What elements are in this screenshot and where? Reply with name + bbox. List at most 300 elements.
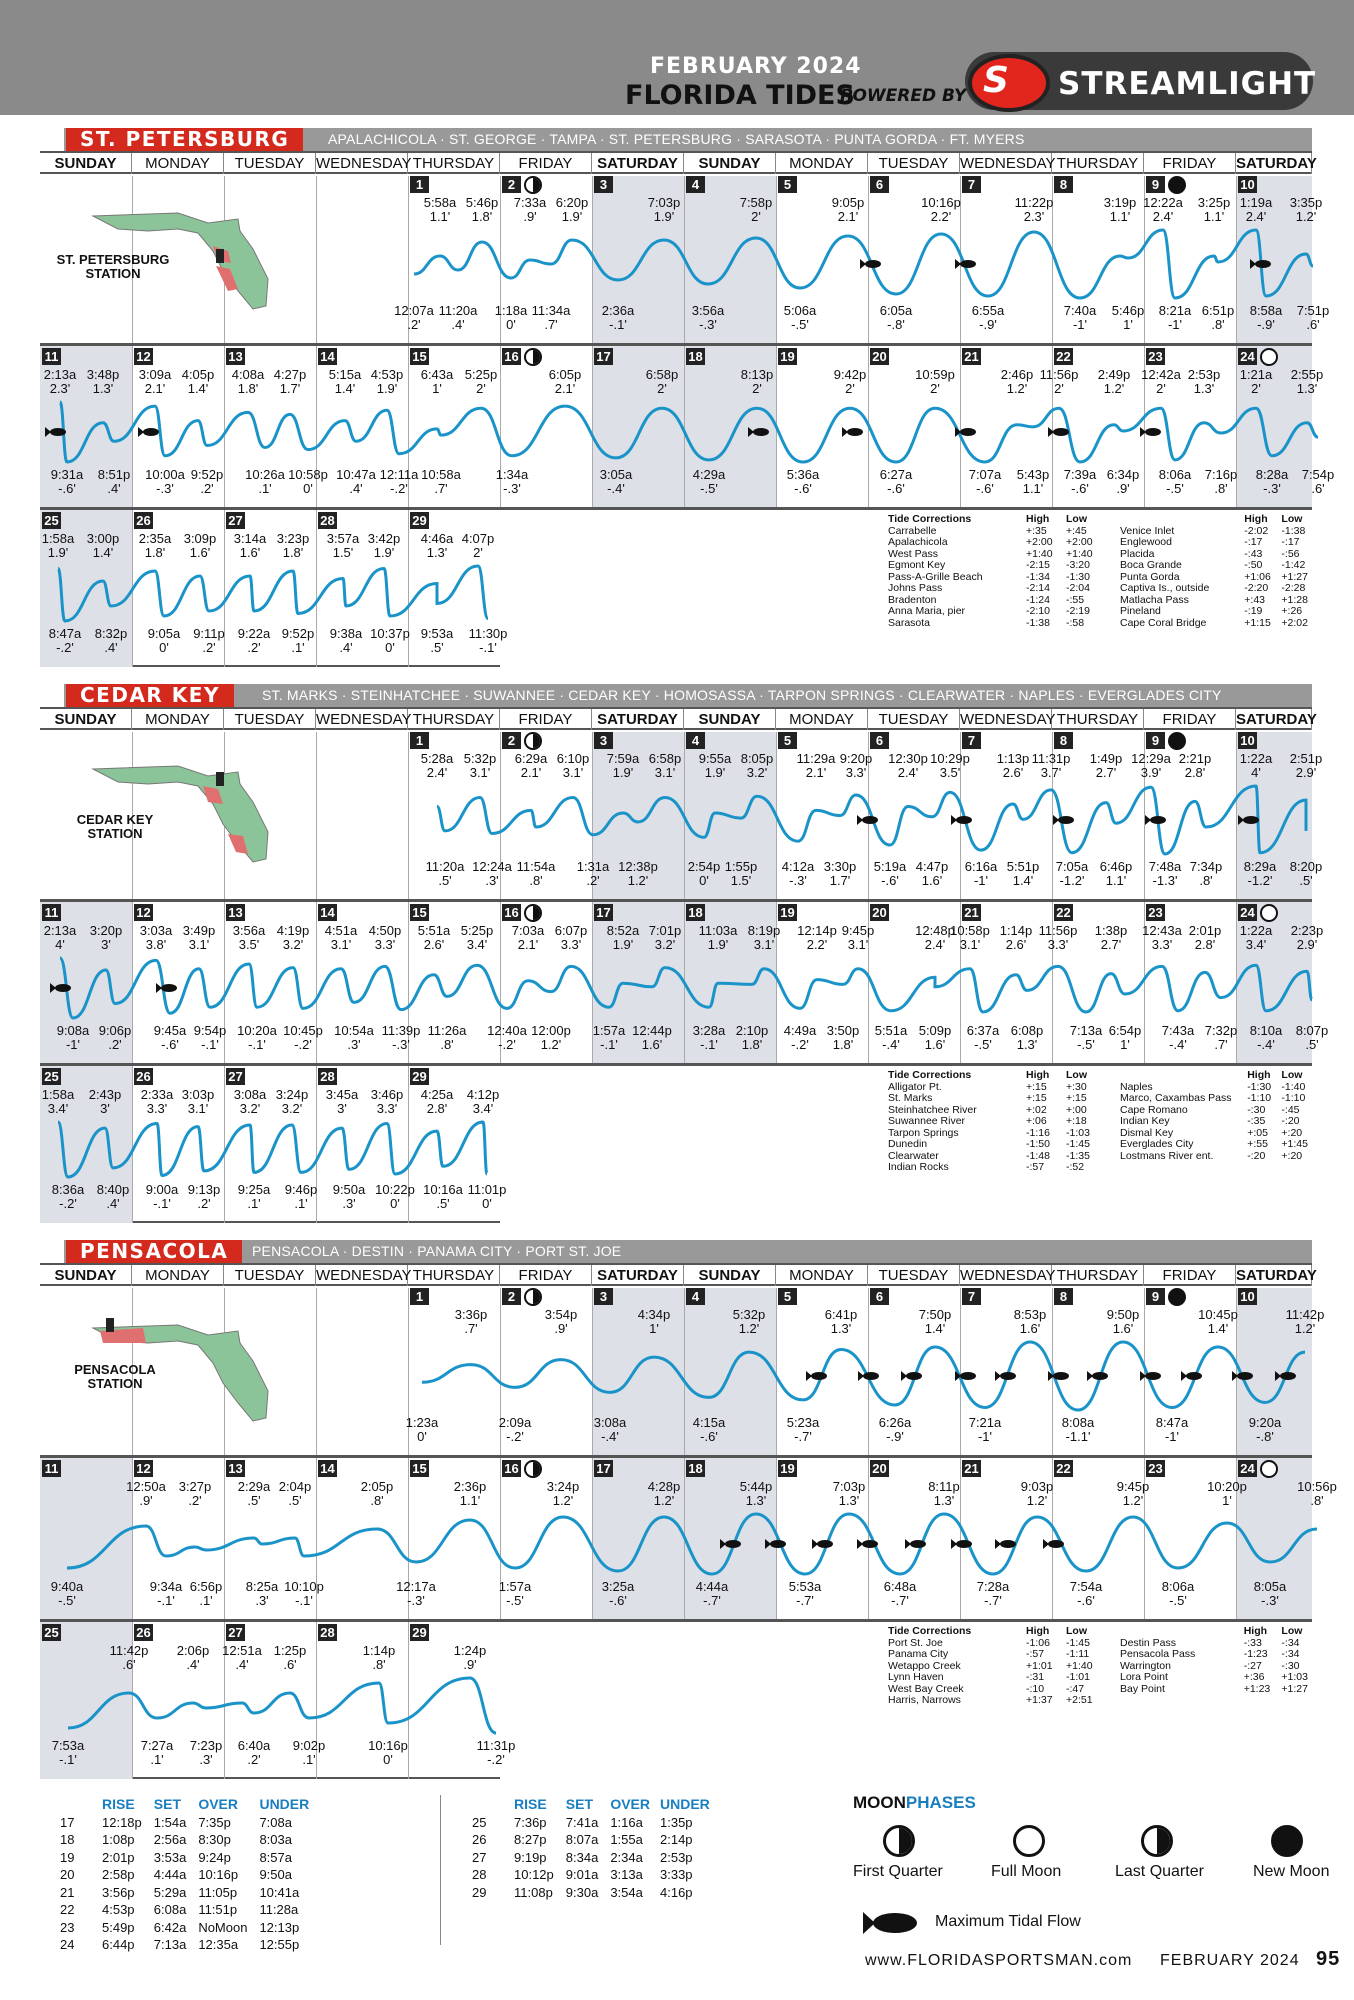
footer-month: FEBRUARY 2024 [1160,1952,1300,1969]
place-name: Placida [1120,547,1155,560]
low-offset: +2:51 [1066,1694,1093,1706]
correction-row [888,1695,1097,1707]
low-offset: +1:28 [1281,593,1308,606]
day-number: 28 [318,1068,337,1085]
moonset: 9:01a [565,1867,599,1882]
day-number: 12 [134,904,153,921]
high-tide: 1:19a 2.4' [1239,195,1273,224]
moon-under: 2:14p [660,1832,693,1847]
fish-icon [995,1371,1016,1381]
low-tide: 10:10p -.1' [284,1579,324,1608]
low-tide: 7:28a -.7' [976,1579,1010,1608]
high-offset: -:43 [1244,547,1263,560]
section-name: PENSACOLA [66,1240,242,1263]
low-tide: 7:13a -.5' [1069,1023,1103,1052]
high-tide: 1:58a 1.9' [41,531,75,560]
low-tide: 3:28a -.1' [692,1023,726,1052]
high-tide: 4:50p 3.3' [368,923,402,952]
tide-calendar-grid [40,707,1329,1223]
high-tide: 1:22a 4' [1239,751,1273,780]
place-name: Warrington [1120,1659,1171,1672]
day: 18 [60,1832,75,1847]
day-number: 7 [962,1288,981,1305]
fish-icon [748,427,769,437]
low-tide: 11:20a .4' [438,303,478,332]
high-tide: 2:13a 2.3' [43,367,77,396]
moon-under: 4:16p [660,1884,693,1900]
place-name: Cape Coral Bridge [1120,616,1207,629]
day-number: 5 [778,732,797,749]
place-name: Captiva Is., outside [1120,582,1210,594]
high-tide: 1:49p 2.7' [1089,751,1123,780]
day: 21 [60,1884,75,1900]
day-header: WEDNESDAY [316,1267,412,1284]
high-offset: +1:06 [1244,570,1271,583]
day-header: SUNDAY [684,1265,776,1286]
section-locations: PENSACOLA · DESTIN · PANAMA CITY · PORT ST. JOE [252,1243,622,1259]
moon-under: 1:35p [660,1814,693,1830]
high-tide: 2:46p 1.2' [1000,367,1034,396]
high-header: High [1026,1625,1050,1637]
tide-corrections-left [888,1626,1097,1707]
low-tide: 7:16p .8' [1204,467,1238,496]
low-tide: 7:54p .6' [1301,467,1335,496]
high-tide: 12:51a .4' [222,1643,262,1672]
low-tide: 11:39p -.3' [381,1023,421,1052]
correction-row [1120,1093,1312,1105]
low-tide: 1:57a -.1' [592,1023,626,1052]
high-tide: 1:21a 2' [1239,367,1273,396]
low-tide: 7:05a -1.2' [1055,859,1089,888]
full-moon-icon [1013,1825,1045,1857]
high-tide: 2:04p .5' [278,1479,312,1508]
fish-icon [1275,1371,1296,1381]
sun-moon-row [472,1815,718,1831]
high-tide: 4:27p 1.7' [273,367,307,396]
last-quarter-icon [1141,1825,1173,1857]
low-tide: 12:38p 1.2' [618,859,658,888]
low-tide: 8:21a -1' [1158,303,1192,332]
high-tide: 6:58p 3.1' [648,751,682,780]
high-offset: -1:23 [1243,1648,1268,1660]
correction-row [1120,1684,1312,1696]
high-tide: 12:48p 2.4' [915,923,955,952]
sun-moon-row [60,1885,317,1901]
high-tide: 3:14a 1.6' [233,531,267,560]
place-name: Boca Grande [1120,559,1182,571]
moonrise: 9:19p [514,1849,547,1865]
low-header: Low [1066,513,1087,525]
high-offset: +1:01 [1026,1659,1053,1672]
low-tide: 10:00a -.3' [145,467,185,496]
day-number: 12 [134,348,153,365]
high-tide: 8:05p 3.2' [740,751,774,780]
low-offset: +:26 [1281,605,1303,617]
moonrise: 10:12p [514,1867,554,1882]
brand-logo-letter: S [983,60,1009,101]
day-number: 7 [962,176,981,193]
high-tide: 2:49p 1.2' [1097,367,1131,396]
high-tide: 3:49p 3.1' [182,923,216,952]
fish-icon [901,1371,922,1381]
high-header: High [1247,1069,1271,1081]
low-offset: -:17 [1281,536,1300,548]
correction-row [1120,606,1312,618]
high-tide: 12:22a 2.4' [1143,195,1183,224]
low-tide: 4:15a -.6' [692,1415,726,1444]
high-tide: 3:09p 1.6' [183,531,217,560]
high-tide: 1:24p .9' [453,1643,487,1672]
correction-row [888,606,1097,618]
low-tide: 6:48a -.7' [883,1579,917,1608]
day-header: SUNDAY [40,153,132,174]
place-name: Indian Rocks [888,1161,949,1173]
day-number: 26 [134,512,153,529]
high-tide: 10:45p 1.4' [1198,1307,1238,1336]
corrections-title [1120,1626,1244,1638]
place-name: Suwannee River [888,1115,966,1127]
low-tide: 8:08a -1.1' [1061,1415,1095,1444]
low-tide: 7:53a -.1' [51,1738,85,1767]
corrections-table [888,1070,1094,1174]
high-offset: -2:10 [1026,605,1050,617]
low-tide: 10:37p 0' [370,626,410,655]
low-tide: 9:46p .1' [284,1182,318,1211]
low-tide: 2:36a -.1' [601,303,635,332]
low-tide: 5:19a -.6' [873,859,907,888]
day-number: 11 [42,348,61,365]
low-tide: 9:50a .3' [332,1182,366,1211]
tide-curve [58,1122,487,1177]
corrections-title: Tide Corrections [888,1069,972,1081]
high-offset: -:31 [1026,1671,1045,1683]
day-of-week-row [40,1265,1317,1286]
divider [440,1795,441,1945]
moonset: 3:53a [153,1849,187,1865]
day-header: WEDNESDAY [960,155,1056,172]
day-number: 22 [1054,1460,1073,1477]
day-number: 27 [226,1624,245,1641]
high-tide: 6:07p 3.3' [554,923,588,952]
sun-moon-header: SET [565,1796,593,1812]
high-tide: 3:35p 1.2' [1289,195,1323,224]
low-tide: 12:40a -.2' [487,1023,527,1052]
low-offset: -1:03 [1066,1126,1090,1139]
low-offset: -:34 [1281,1636,1300,1649]
moon-over: 10:16p [198,1867,239,1882]
place-name: Anna Maria, pier [888,605,966,617]
powered-by: POWERED BY [840,86,967,106]
tide-calendar-grid [40,1263,1337,1779]
low-tide: 6:51p .8' [1201,303,1235,332]
place-name: Dunedin [888,1138,928,1150]
high-header: High [1243,1625,1268,1637]
header-title: FLORIDA TIDES [625,80,855,111]
place-name: Venice Inlet [1120,524,1175,537]
low-tide: 9:38a .4' [329,626,363,655]
day-header: TUESDAY [868,709,960,730]
high-offset: -1:34 [1026,570,1050,583]
high-tide: 8:13p 2' [740,367,774,396]
day-number: 13 [226,1460,245,1477]
day-number: 28 [318,512,337,529]
low-tide: 5:51a -.4' [874,1023,908,1052]
high-tide: 3:42p 1.9' [367,531,401,560]
corrections-title [1120,514,1244,526]
low-tide: 9:25a .1' [237,1182,271,1211]
low-tide: 8:40p .4' [96,1182,130,1211]
correction-row [888,1116,1094,1128]
sun-moon-row [472,1850,718,1866]
tide-corrections-left [888,514,1097,629]
low-tide: 9:13p .2' [187,1182,221,1211]
low-offset: +:45 [1066,524,1087,537]
high-tide: 2:55p 1.3' [1290,367,1324,396]
place-name: Pensacola Pass [1120,1648,1196,1660]
high-offset: -1:24 [1026,593,1050,606]
low-tide: 3:25a -.6' [601,1579,635,1608]
high-tide: 3:20p 3' [89,923,123,952]
day-header: WEDNESDAY [316,711,412,728]
low-tide: 8:20p .5' [1289,859,1323,888]
moon-under: 3:33p [660,1867,693,1882]
day-number: 3 [594,732,613,749]
place-name: Englewood [1120,536,1172,548]
day-header: FRIDAY [500,709,592,730]
low-offset: -1:40 [1281,1080,1306,1093]
corrections-table [1120,514,1312,629]
footer-url[interactable]: www.FLORIDASPORTSMAN.com [865,1952,1133,1969]
day-number: 15 [410,348,429,365]
high-offset: -:30 [1247,1103,1266,1116]
place-name: Destin Pass [1120,1636,1177,1649]
day-number: 20 [870,1460,889,1477]
high-header: High [1026,513,1050,525]
low-offset: -:45 [1281,1103,1300,1116]
high-tide: 12:42a 2' [1141,367,1181,396]
high-offset: +:43 [1244,593,1266,606]
tide-curve [68,1678,496,1733]
high-tide: 4:28p 1.2' [647,1479,681,1508]
day-header: WEDNESDAY [316,155,412,172]
place-name: Marco, Caxambas Pass [1120,1092,1232,1104]
high-tide: 12:43a 3.3' [1142,923,1182,952]
high-tide: 5:28a 2.4' [420,751,454,780]
day-header: TUESDAY [224,1265,316,1286]
station-label: CEDAR KEY STATION [76,812,154,841]
low-offset: +1:03 [1281,1671,1308,1683]
tide-wave [40,902,1312,1064]
high-tide: 6:41p 1.3' [824,1307,858,1336]
low-offset: +:20 [1281,1126,1303,1139]
day-header: WEDNESDAY [960,711,1056,728]
day-header: SATURDAY [592,153,684,174]
moonset: 8:07a [565,1832,599,1847]
day-header: SATURDAY [1236,155,1317,172]
correction-row [1120,618,1312,630]
new-moon-icon [1271,1825,1303,1857]
high-tide: 9:42p 2' [833,367,867,396]
day-number: 21 [962,904,981,921]
day-number: 18 [686,904,705,921]
low-tide: 12:24a .3' [472,859,512,888]
low-tide: 9:11p .2' [193,626,225,655]
low-tide: 5:51p 1.4' [1006,859,1040,888]
high-offset: -:33 [1243,1636,1262,1649]
sun-moon-row [60,1937,317,1953]
low-tide: 7:23p .3' [189,1738,223,1767]
low-offset: -:20 [1281,1115,1300,1127]
high-offset: -:20 [1247,1149,1266,1162]
low-offset: +1:45 [1281,1138,1308,1150]
sun-moon-row [60,1902,317,1918]
moonset: 9:30a [565,1884,599,1900]
place-name: West Bay Creek [888,1682,964,1695]
low-tide: 9:02p .1' [292,1738,326,1767]
low-offset: -1:11 [1066,1648,1090,1660]
low-tide: 6:34p .9' [1106,467,1140,496]
day-number: 18 [686,1460,705,1477]
low-offset: -1:01 [1066,1671,1090,1683]
corrections-table [888,514,1097,629]
high-tide: 1:22a 3.4' [1239,923,1273,952]
low-tide: 9:31a -.6' [50,467,84,496]
day-number: 11 [42,1460,61,1477]
high-offset: +:06 [1026,1115,1047,1127]
day-number: 4 [686,1288,705,1305]
low-offset: +:15 [1066,1092,1087,1104]
low-offset: -1:45 [1066,1636,1090,1649]
high-offset: -1:50 [1026,1138,1050,1150]
fish-icon [138,427,159,437]
high-tide: 7:33a .9' [513,195,547,224]
day-number: 27 [226,512,245,529]
day-header: SUNDAY [684,709,776,730]
low-header: Low [1281,513,1303,525]
sun-moon-header: UNDER [660,1796,710,1812]
day-number: 16 [502,348,521,365]
moon-over: NoMoon [198,1919,248,1935]
day-number: 3 [594,1288,613,1305]
fish-icon [842,427,863,437]
high-tide: 6:05p 2.1' [548,367,582,396]
correction-row [888,560,1097,572]
day-header: SUNDAY [40,709,132,730]
moonrise: 8:27p [514,1832,547,1847]
moon-over: 1:16a [610,1814,643,1830]
tide-section-1 [0,684,1354,1214]
moonset: 6:42a [153,1919,187,1935]
sun-moon-header: RISE [514,1796,547,1812]
low-offset: -:47 [1066,1682,1085,1695]
high-offset: -1:16 [1026,1126,1050,1139]
day-header: SATURDAY [1236,711,1317,728]
day-number: 2 [502,1288,521,1305]
day-number: 1 [410,1288,429,1305]
day-number: 25 [42,512,61,529]
low-tide: 3:30p 1.7' [823,859,857,888]
header-month: FEBRUARY 2024 [650,54,862,79]
high-offset: -1:48 [1026,1149,1050,1162]
high-offset: -:57 [1026,1161,1045,1173]
correction-row [1120,1672,1312,1684]
high-offset: +:35 [1026,524,1047,537]
high-tide: 9:45p 3.1' [841,923,875,952]
high-tide: 6:58p 2' [645,367,679,396]
day-header: FRIDAY [1144,153,1236,174]
place-name: Panama City [888,1648,949,1660]
sun-moon-row [472,1867,718,1883]
high-offset: -1:10 [1247,1092,1272,1104]
place-name: Indian Key [1120,1115,1170,1127]
low-tide: 6:05a -.8' [879,303,913,332]
high-tide: 7:01p 3.2' [648,923,682,952]
low-tide: 6:16a -1' [964,859,998,888]
high-offset: -:35 [1247,1115,1266,1127]
tide-section-2 [0,1240,1354,1770]
low-tide: 4:12a -.3' [781,859,815,888]
fish-icon [1087,1371,1108,1381]
place-name: Everglades City [1120,1138,1194,1150]
low-tide: 1:57a -.5' [498,1579,532,1608]
high-tide: 9:03p 1.2' [1020,1479,1054,1508]
day-header: THURSDAY [408,709,500,730]
page-number: 95 [1316,1948,1341,1970]
low-tide: 4:29a -.5' [692,467,726,496]
correction-row [888,537,1097,549]
day-header: MONDAY [776,709,868,730]
high-tide: 6:20p 1.9' [555,195,589,224]
low-offset: -:34 [1281,1648,1300,1660]
low-tide: 12:17a -.3' [396,1579,436,1608]
day-header: THURSDAY [1052,709,1144,730]
high-tide: 3:00p 1.4' [86,531,120,560]
low-tide: 7:07a -.6' [968,467,1002,496]
place-name: Dismal Key [1120,1126,1174,1139]
moon-over: 3:13a [610,1867,643,1882]
tide-wave [40,346,1312,508]
place-name: St. Marks [888,1092,933,1104]
day-number: 8 [1054,732,1073,749]
high-offset: -2:15 [1026,559,1050,571]
high-tide: 4:08a 1.8' [231,367,265,396]
low-offset: -:56 [1281,547,1300,560]
day-of-week-row [40,709,1317,730]
low-tide: 6:37a -.5' [966,1023,1000,1052]
section-locations: ST. MARKS · STEINHATCHEE · SUWANNEE · CEDAR KEY · HOMOSASSA · TARPON SPRINGS · CLEARWATER · NAPLES · EVERGLADES CITY [262,687,1222,703]
day-header: THURSDAY [1052,1265,1144,1286]
high-tide: 11:03a 1.9' [698,923,738,952]
low-tide: 2:10p 1.8' [735,1023,769,1052]
high-tide: 2:35a 1.8' [138,531,172,560]
day-number: 14 [318,1460,337,1477]
high-tide: 3:57a 1.5' [326,531,360,560]
day-number: 4 [686,176,705,193]
high-tide: 3:19p 1.1' [1103,195,1137,224]
high-offset: +:02 [1026,1103,1047,1116]
low-offset: -:55 [1066,593,1085,606]
day-header: TUESDAY [868,153,960,174]
day: 19 [60,1849,75,1865]
high-offset: +1:15 [1244,616,1271,629]
place-name: Naples [1120,1080,1153,1093]
low-tide: 12:44p 1.6' [632,1023,672,1052]
day-header: MONDAY [132,153,224,174]
low-header: Low [1281,1625,1303,1637]
day-header: FRIDAY [500,153,592,174]
day-number: 15 [410,1460,429,1477]
day-number: 20 [870,904,889,921]
